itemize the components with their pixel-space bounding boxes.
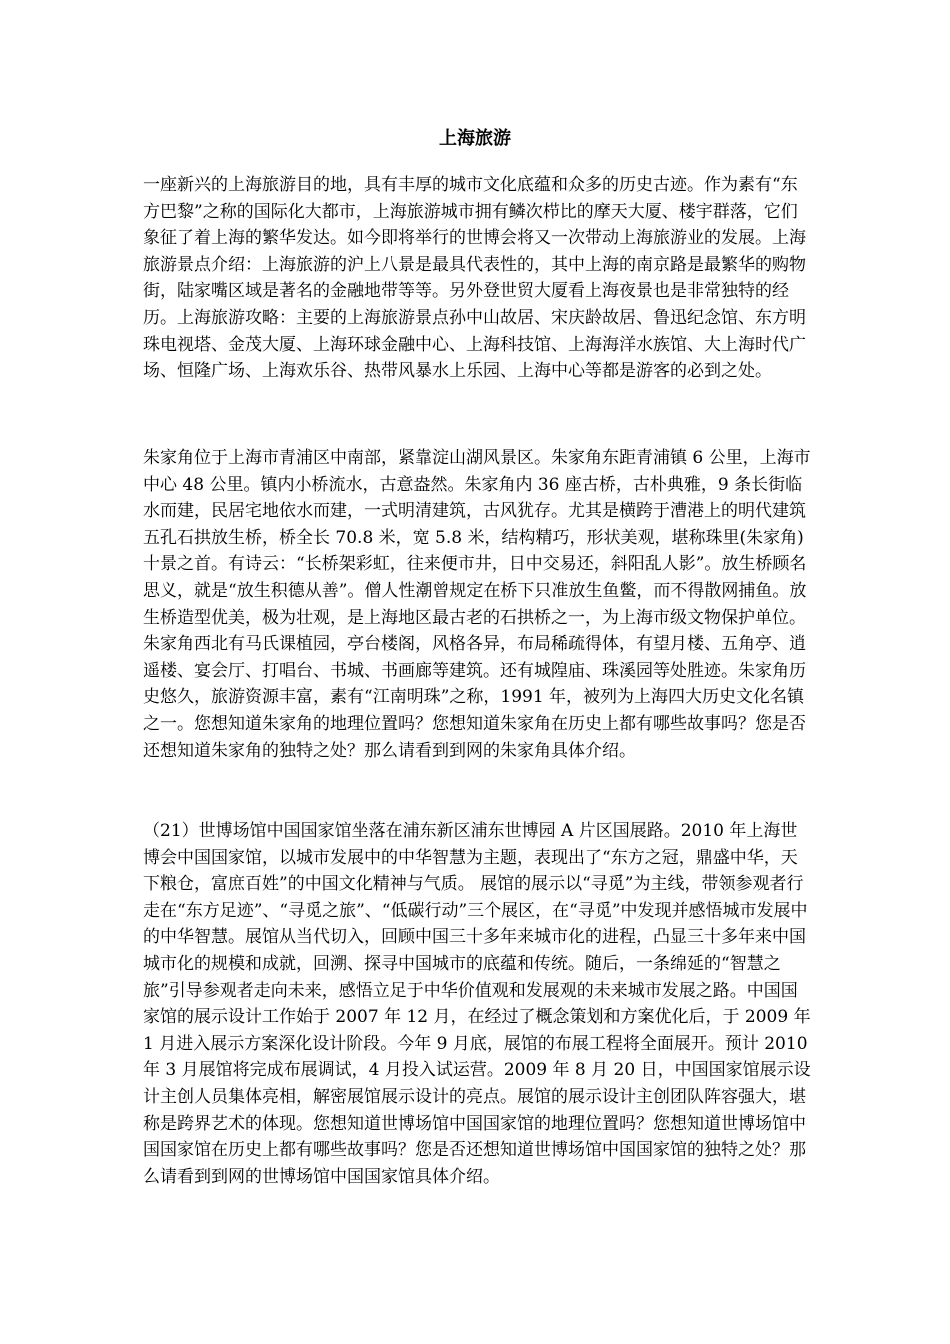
paragraph-china-pavilion: （21）世博场馆中国国家馆坐落在浦东新区浦东世博园 A 片区国展路。2010 年上海世博会中国国家馆，以城市发展中的中华智慧为主题，表现出了“东方之冠，鼎盛中华，天下粮仓，富庶百姓”的中国文化精神与气质。 展馆的展示以“寻觅”为主线，带领参观者行走在“东方足迹”、“寻觅之旅”、“低碳行动”三个展区，在“寻觅”中发现并感悟城市发展中的中华智慧。展馆从当代切入，回顾中国三十多年来城市化的进程，凸显三十多年来中国城市化的规模和成就，回溯、探寻中国城市的底蕴和传统。随后，一条绵延的“智慧之旅”引导参观者走向未来，感悟立足于中华价值观和发展观的未来城市发展之路。中国国家馆的展示设计工作始于 2007 年 12 月，在经过了概念策划和方案优化后，于 2009 年 1 月进入展示方案深化设计阶段。今年 9 月底，展馆的布展工程将全面展开。预计 2010 年 3 月展馆将完成布展调试，4 月投入试运营。2009 年 8 月 20 日，中国国家馆展示设计主创人员集体亮相，解密展馆展示设计的亮点。展馆的展示设计主创团队阵容强大，堪称是跨界艺术的体现。您想知道世博场馆中国国家馆的地理位置吗？您想知道世博场馆中国国家馆在历史上都有哪些故事吗？您是否还想知道世博场馆中国国家馆的独特之处？那么请看到到网的世博场馆中国国家馆具体介绍。 — [143, 821, 811, 1187]
paragraph-zhujiajiao: 朱家角位于上海市青浦区中南部，紧靠淀山湖风景区。朱家角东距青浦镇 6 公里，上海市中心 48 公里。镇内小桥流水，古意盎然。朱家角内 36 座古桥，古朴典雅，9 条长街临水而建，民居宅地依水而建，一式明清建筑，古风犹存。尤其是横跨于漕港上的明代建筑五孔石拱放生桥，桥全长 70.8 米，宽 5.8 米，结构精巧，形状美观，堪称珠里(朱家角)十景之首。有诗云：“长桥架彩虹，往来便市井，日中交易还，斜阳乱人影”。放生桥顾名思义，就是“放生积德从善”。僧人性潮曾规定在桥下只准放生鱼鳖，而不得散网捕鱼。放生桥造型优美，极为壮观，是上海地区最古老的石拱桥之一，为上海市级文物保护单位。朱家角西北有马氏课植园，亭台楼阁，风格各异，布局稀疏得体，有望月楼、五角亭、逍遥楼、宴会厅、打唱台、书城、书画廊等建筑。还有城隍庙、珠溪园等处胜迹。朱家角历史悠久，旅游资源丰富，素有“江南明珠”之称，1991 年，被列为上海四大历史文化名镇之一。您想知道朱家角的地理位置吗？您想知道朱家角在历史上都有哪些故事吗？您是否还想知道朱家角的独特之处？那么请看到到网的朱家角具体介绍。 — [143, 448, 811, 761]
document-title: 上海旅游 — [439, 128, 511, 149]
paragraph-shanghai-travel: 一座新兴的上海旅游目的地，具有丰厚的城市文化底蕴和众多的历史古迹。作为素有“东方巴黎”之称的国际化大都市，上海旅游城市拥有鳞次栉比的摩天大厦、楼宇群落，它们象征了着上海的繁华发达。如今即将举行的世博会将又一次带动上海旅游业的发展。上海旅游景点介绍：上海旅游的沪上八景是最具代表性的，其中上海的南京路是最繁华的购物街，陆家嘴区域是著名的金融地带等等。另外登世贸大厦看上海夜景也是非常独特的经历。上海旅游攻略：主要的上海旅游景点孙中山故居、宋庆龄故居、鲁迅纪念馆、东方明珠电视塔、金茂大厦、上海环球金融中心、上海科技馆、上海海洋水族馆、大上海时代广场、恒隆广场、上海欢乐谷、热带风暴水上乐园、上海中心等都是游客的必到之处。 — [143, 175, 806, 382]
